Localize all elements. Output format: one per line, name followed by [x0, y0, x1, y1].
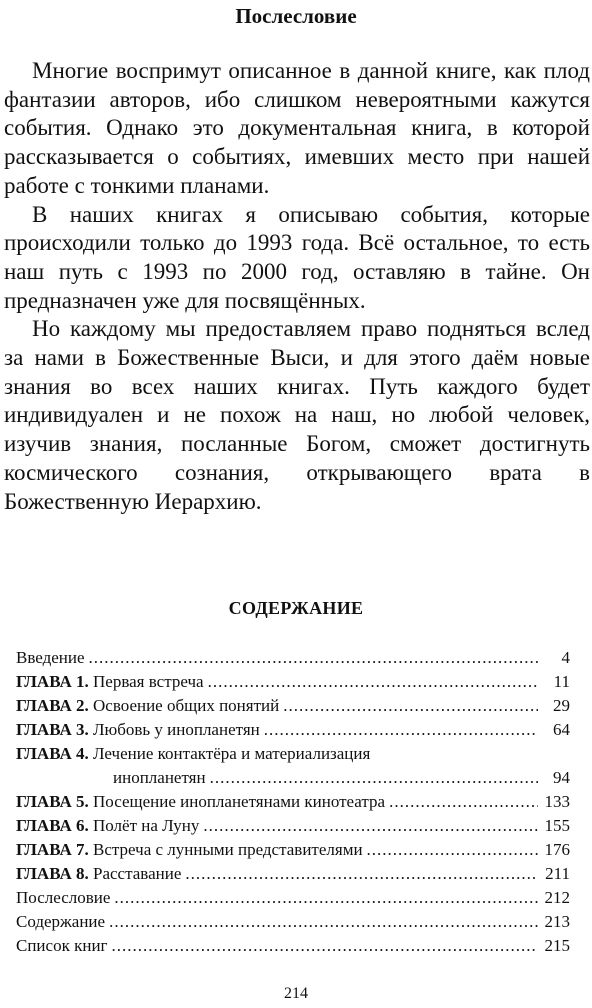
toc-entry-book-list[interactable]	[16, 934, 570, 958]
toc-entry-prefix: ГЛАВА 5.	[16, 792, 89, 811]
toc-leader-dots	[185, 862, 538, 886]
toc-leader-dots	[389, 790, 538, 814]
toc-entry-label: Послесловие	[16, 888, 111, 907]
toc-leader-dots	[89, 646, 538, 670]
toc-entry-page: 155	[544, 816, 570, 835]
toc-entry-chapter-8[interactable]	[16, 862, 570, 886]
toc-entry-page: 176	[544, 840, 570, 859]
afterword-paragraph-1: Многие воспримут описанное в данной книге, как плод фантазии авторов, ибо слишком невероятными кажутся события. Однако это документальная книга, в которой рассказывается о событиях, имевших место при нашей работе с тонкими планами.	[4, 58, 590, 198]
toc-entry-page: 4	[561, 648, 570, 667]
toc-entry-label: инопланетян	[113, 768, 206, 787]
toc-entry-contents[interactable]	[16, 910, 570, 934]
toc-leader-dots	[208, 670, 538, 694]
toc-entry-label: Посещение инопланетянами кинотеатра	[93, 792, 386, 811]
toc-leader-dots	[264, 718, 538, 742]
toc-title: СОДЕРЖАНИЕ	[228, 598, 364, 618]
toc-entry-label: Введение	[16, 648, 85, 667]
toc-leader-dots	[114, 886, 538, 910]
toc-entry-chapter-4-continued[interactable]	[16, 766, 570, 790]
toc-entry-chapter-4[interactable]	[16, 742, 570, 766]
toc-entry-label: Расставание	[93, 864, 182, 883]
toc-entry-page: 213	[544, 912, 570, 931]
toc-entry-prefix: ГЛАВА 2.	[16, 696, 89, 715]
afterword-paragraph-3: Но каждому мы предоставляем право подняться вслед за нами в Божественные Выси, и для этого даём новые знания во всех наших книгах. Путь каждого будет индивидуален и не похож на наш, но любой человек, изучив знания, посланные Богом, сможет достигнуть космического сознания, открывающего врата в Божественную Иерархию.	[4, 316, 590, 514]
toc-entry-prefix: ГЛАВА 6.	[16, 816, 89, 835]
page-number: 214	[284, 985, 308, 1002]
toc-entry-page: 215	[544, 936, 570, 955]
table-of-contents	[16, 646, 570, 958]
toc-entry-chapter-3[interactable]	[16, 718, 570, 742]
toc-entry-chapter-5[interactable]	[16, 790, 570, 814]
toc-entry-page: 211	[545, 864, 570, 883]
toc-leader-dots	[210, 766, 538, 790]
toc-leader-dots	[203, 814, 538, 838]
toc-entry-label: Полёт на Луну	[93, 816, 200, 835]
afterword-paragraph-2: В наших книгах я описываю события, которые происходили только до 1993 года. Всё остальное, то есть наш путь с 1993 по 2000 год, оставляю в тайне. Он предназначен уже для посвящённых.	[4, 201, 590, 313]
toc-entry-label: Первая встреча	[93, 672, 204, 691]
toc-entry-label: Любовь у инопланетян	[93, 720, 260, 739]
toc-entry-label: Содержание	[16, 912, 106, 931]
toc-entry-page: 212	[544, 888, 570, 907]
afterword-title: Послесловие	[235, 4, 357, 28]
toc-entry-afterword[interactable]	[16, 886, 570, 910]
toc-entry-page: 64	[553, 720, 570, 739]
toc-entry-label: Лечение контактёра и материализация	[93, 744, 371, 763]
toc-entry-page: 94	[553, 768, 570, 787]
toc-entry-prefix: ГЛАВА 8.	[16, 864, 89, 883]
toc-entry-label: Список книг	[16, 936, 108, 955]
toc-entry-prefix: ГЛАВА 1.	[16, 672, 89, 691]
toc-leader-dots	[367, 838, 538, 862]
toc-entry-prefix: ГЛАВА 4.	[16, 744, 89, 763]
toc-entry-label: Встреча с лунными представителями	[93, 840, 363, 859]
toc-entry-introduction[interactable]	[16, 646, 570, 670]
afterword-text	[4, 57, 590, 516]
toc-entry-prefix: ГЛАВА 3.	[16, 720, 89, 739]
toc-leader-dots	[109, 910, 538, 934]
toc-entry-page: 11	[553, 672, 570, 691]
toc-leader-dots	[112, 934, 538, 958]
toc-entry-label: Освоение общих понятий	[93, 696, 280, 715]
toc-entry-chapter-7[interactable]	[16, 838, 570, 862]
toc-entry-chapter-1[interactable]	[16, 670, 570, 694]
toc-entry-chapter-6[interactable]	[16, 814, 570, 838]
toc-entry-page: 29	[553, 696, 570, 715]
toc-entry-chapter-2[interactable]	[16, 694, 570, 718]
toc-entry-page: 133	[544, 792, 570, 811]
toc-leader-dots	[283, 694, 538, 718]
toc-entry-prefix: ГЛАВА 7.	[16, 840, 89, 859]
